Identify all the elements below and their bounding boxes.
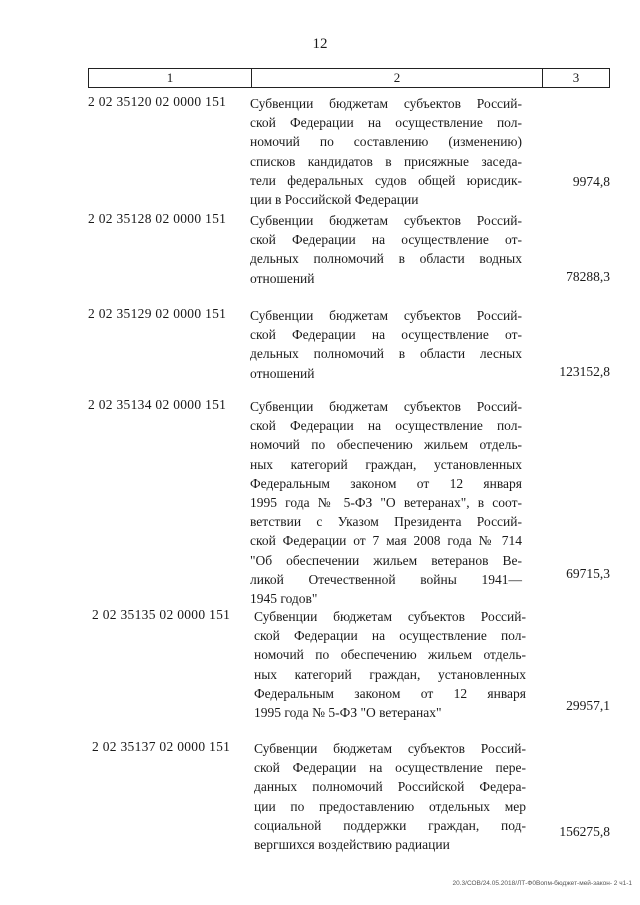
row-amount: 156275,8: [559, 824, 610, 839]
description-line: ветствии с Указом Президента Россий-: [250, 514, 522, 530]
row-description: [254, 739, 526, 854]
row-amount: 29957,1: [566, 698, 610, 713]
description-line: данных полномочий Российской Федера-: [254, 779, 526, 795]
description-line: отношений: [250, 270, 315, 286]
row-description: [250, 211, 522, 288]
budget-code: 2 02 35134 02 0000 151: [88, 397, 227, 412]
description-line: ных категорий граждан, установленных: [250, 456, 522, 472]
budget-code: 2 02 35137 02 0000 151: [92, 739, 231, 754]
description-line: ликой Отечественной войны 1941—: [250, 571, 522, 587]
description-line: номочий по обеспечению жильем отдель-: [254, 647, 526, 663]
description-line: "Об обеспечении жильем ветеранов Ве-: [250, 552, 522, 568]
description-line: ской Федерации на осуществление пол-: [250, 115, 522, 131]
description-line: ции в Российской Федерации: [250, 192, 419, 208]
row-amount: 78288,3: [566, 269, 610, 284]
budget-code: 2 02 35129 02 0000 151: [88, 306, 227, 321]
budget-code: 2 02 35135 02 0000 151: [92, 607, 231, 622]
description-line: тели федеральных судов общей юрисдик-: [250, 172, 522, 188]
description-line: ской Федерации на осуществление пере-: [254, 760, 526, 776]
row-description: [250, 94, 522, 209]
page-number: 12: [312, 36, 328, 52]
description-line: 1995 года № 5-ФЗ "О ветеранах", в соот-: [250, 495, 522, 511]
description-line: Субвенции бюджетам субъектов Россий-: [254, 741, 526, 756]
description-line: Субвенции бюджетам субъектов Россий-: [250, 96, 522, 111]
description-line: вергшихся воздействию радиации: [254, 837, 450, 853]
budget-code: 2 02 35120 02 0000 151: [88, 94, 227, 109]
description-line: ской Федерации на осуществление пол-: [254, 628, 526, 644]
description-line: Федеральным законом от 12 января: [254, 685, 526, 701]
description-line: дельных полномочий в области водных: [250, 251, 522, 267]
document-footer: 20.3/СОВ/24.05.2018/ЛТ-Ф0Вопм-бюджет-мей-закон- 2 ч1-1: [452, 880, 632, 887]
description-line: списков кандидатов в присяжные заседа-: [250, 153, 522, 169]
description-line: ской Федерации на осуществление от-: [250, 232, 522, 248]
description-line: ской Федерации на осуществление пол-: [250, 418, 522, 434]
description-line: номочий по составлению (изменению): [250, 134, 522, 150]
row-amount: 9974,8: [572, 174, 610, 189]
row-description: [250, 397, 522, 608]
row-description: [250, 306, 522, 383]
description-line: Субвенции бюджетам субъектов Россий-: [250, 213, 522, 228]
description-line: Субвенции бюджетам субъектов Россий-: [250, 399, 522, 414]
description-line: отношений: [250, 365, 315, 381]
description-line: ской Федерации от 7 мая 2008 года № 714: [250, 533, 522, 549]
description-line: Субвенции бюджетам субъектов Россий-: [254, 609, 526, 624]
description-line: ции по предоставлению отдельных мер: [254, 798, 526, 814]
table-header: [88, 68, 610, 88]
row-amount: 69715,3: [566, 566, 610, 581]
row-description: [254, 607, 526, 722]
description-line: 1945 годов": [250, 591, 318, 607]
column-header-3: 3: [572, 70, 580, 85]
description-line: Федеральным законом от 12 января: [250, 475, 522, 491]
description-line: дельных полномочий в области лесных: [250, 346, 522, 362]
description-line: социальной поддержки граждан, под-: [254, 817, 526, 833]
row-amount: 123152,8: [559, 364, 610, 379]
column-header-2: 2: [252, 69, 543, 87]
description-line: ных категорий граждан, установленных: [254, 666, 526, 682]
budget-code: 2 02 35128 02 0000 151: [88, 211, 227, 226]
column-header-1: 1: [89, 69, 252, 87]
description-line: 1995 года № 5-ФЗ "О ветеранах": [254, 705, 442, 721]
description-line: ской Федерации на осуществление от-: [250, 327, 522, 343]
description-line: номочий по обеспечению жильем отдель-: [250, 437, 522, 453]
description-line: Субвенции бюджетам субъектов Россий-: [250, 308, 522, 323]
